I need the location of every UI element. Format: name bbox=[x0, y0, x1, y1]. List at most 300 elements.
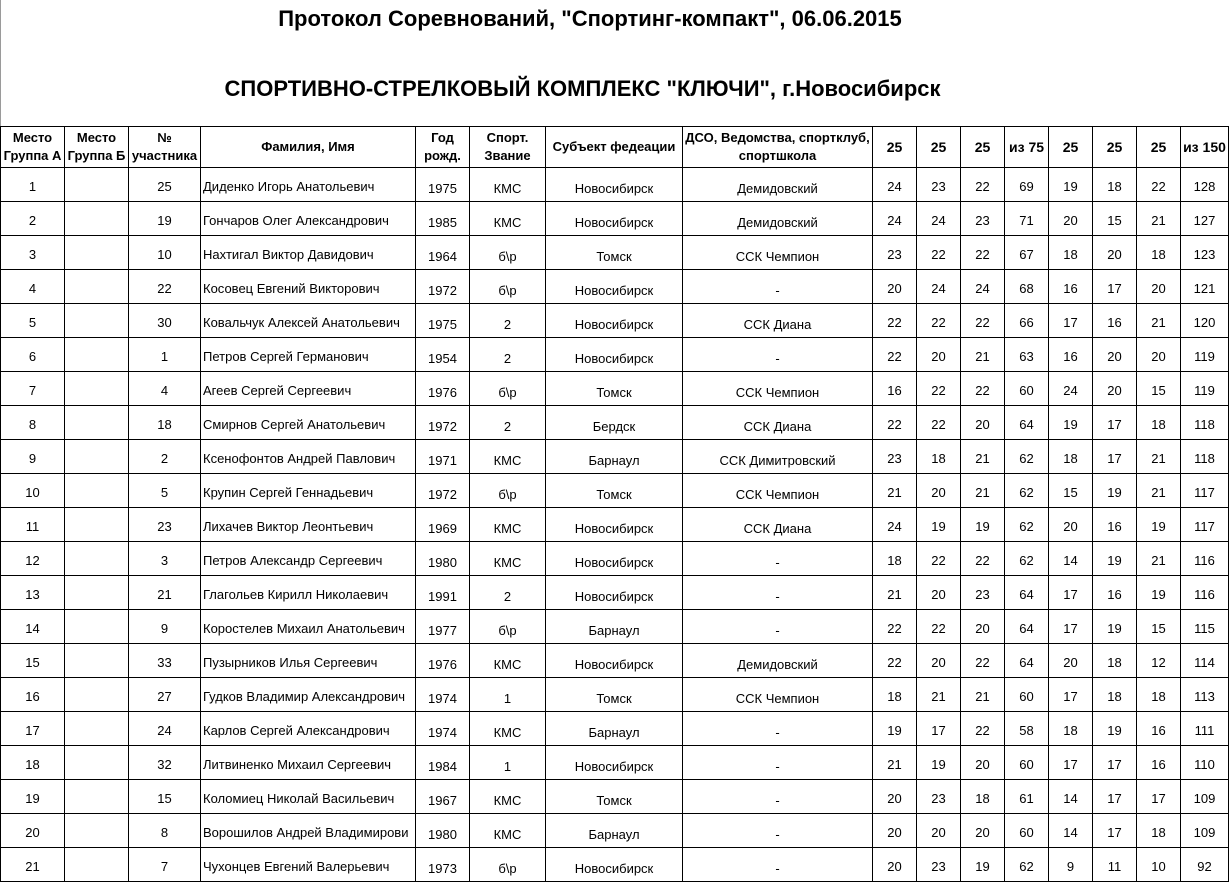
cell-club: - bbox=[683, 610, 873, 644]
cell-birth-year: 1975 bbox=[416, 304, 470, 338]
cell-region: Новосибирск bbox=[546, 202, 683, 236]
cell-round5-score: 17 bbox=[1093, 270, 1137, 304]
cell-club: Демидовский bbox=[683, 168, 873, 202]
cell-round6-score: 21 bbox=[1137, 542, 1181, 576]
cell-total-150: 123 bbox=[1181, 236, 1229, 270]
cell-round1-score: 21 bbox=[873, 746, 917, 780]
cell-sport-rank: б\р bbox=[470, 236, 546, 270]
table-row bbox=[1, 202, 1229, 236]
header-subtotal-75: из 75 bbox=[1005, 127, 1049, 168]
cell-round1-score: 20 bbox=[873, 270, 917, 304]
cell-round2-score: 24 bbox=[917, 202, 961, 236]
cell-sport-rank: КМС bbox=[470, 440, 546, 474]
cell-round2-score: 18 bbox=[917, 440, 961, 474]
table-row bbox=[1, 372, 1229, 406]
cell-participant-number: 5 bbox=[129, 474, 201, 508]
cell-subtotal-75: 62 bbox=[1005, 508, 1049, 542]
cell-round1-score: 20 bbox=[873, 814, 917, 848]
cell-round5-score: 16 bbox=[1093, 576, 1137, 610]
cell-participant-number: 15 bbox=[129, 780, 201, 814]
cell-place-group-a: 2 bbox=[1, 202, 65, 236]
cell-place-group-b bbox=[65, 712, 129, 746]
cell-subtotal-75: 69 bbox=[1005, 168, 1049, 202]
cell-place-group-b bbox=[65, 304, 129, 338]
cell-sport-rank: КМС bbox=[470, 712, 546, 746]
cell-round3-score: 18 bbox=[961, 780, 1005, 814]
cell-birth-year: 1991 bbox=[416, 576, 470, 610]
cell-place-group-a: 18 bbox=[1, 746, 65, 780]
cell-round6-score: 12 bbox=[1137, 644, 1181, 678]
cell-round5-score: 20 bbox=[1093, 372, 1137, 406]
cell-sport-rank: КМС bbox=[470, 542, 546, 576]
cell-round6-score: 20 bbox=[1137, 270, 1181, 304]
cell-round6-score: 15 bbox=[1137, 372, 1181, 406]
cell-round2-score: 20 bbox=[917, 474, 961, 508]
cell-round3-score: 24 bbox=[961, 270, 1005, 304]
cell-total-150: 121 bbox=[1181, 270, 1229, 304]
cell-subtotal-75: 62 bbox=[1005, 848, 1049, 882]
cell-sport-rank: КМС bbox=[470, 780, 546, 814]
cell-total-150: 117 bbox=[1181, 508, 1229, 542]
cell-round4-score: 15 bbox=[1049, 474, 1093, 508]
cell-region: Новосибирск bbox=[546, 576, 683, 610]
cell-sport-rank: 2 bbox=[470, 304, 546, 338]
table-row bbox=[1, 746, 1229, 780]
cell-place-group-b bbox=[65, 338, 129, 372]
cell-full-name: Коломиец Николай Васильевич bbox=[201, 780, 416, 814]
cell-participant-number: 4 bbox=[129, 372, 201, 406]
cell-round1-score: 21 bbox=[873, 576, 917, 610]
cell-total-150: 113 bbox=[1181, 678, 1229, 712]
cell-round2-score: 22 bbox=[917, 236, 961, 270]
cell-participant-number: 22 bbox=[129, 270, 201, 304]
cell-total-150: 115 bbox=[1181, 610, 1229, 644]
cell-full-name: Гончаров Олег Александрович bbox=[201, 202, 416, 236]
cell-participant-number: 25 bbox=[129, 168, 201, 202]
table-row bbox=[1, 304, 1229, 338]
cell-total-150: 114 bbox=[1181, 644, 1229, 678]
table-row bbox=[1, 440, 1229, 474]
cell-place-group-b bbox=[65, 406, 129, 440]
cell-round5-score: 17 bbox=[1093, 440, 1137, 474]
cell-region: Новосибирск bbox=[546, 746, 683, 780]
cell-round2-score: 22 bbox=[917, 542, 961, 576]
cell-place-group-a: 14 bbox=[1, 610, 65, 644]
cell-round6-score: 17 bbox=[1137, 780, 1181, 814]
cell-total-150: 120 bbox=[1181, 304, 1229, 338]
cell-participant-number: 27 bbox=[129, 678, 201, 712]
cell-round3-score: 22 bbox=[961, 542, 1005, 576]
cell-participant-number: 7 bbox=[129, 848, 201, 882]
cell-round5-score: 19 bbox=[1093, 474, 1137, 508]
cell-round5-score: 19 bbox=[1093, 712, 1137, 746]
cell-birth-year: 1972 bbox=[416, 474, 470, 508]
cell-subtotal-75: 58 bbox=[1005, 712, 1049, 746]
cell-place-group-a: 3 bbox=[1, 236, 65, 270]
cell-place-group-b bbox=[65, 576, 129, 610]
cell-place-group-a: 16 bbox=[1, 678, 65, 712]
cell-sport-rank: 1 bbox=[470, 678, 546, 712]
cell-round2-score: 22 bbox=[917, 304, 961, 338]
cell-round3-score: 20 bbox=[961, 746, 1005, 780]
protocol-title: Протокол Соревнований, "Спортинг-компакт", 06.06.2015 bbox=[278, 6, 902, 31]
cell-round6-score: 22 bbox=[1137, 168, 1181, 202]
cell-round6-score: 19 bbox=[1137, 508, 1181, 542]
cell-sport-rank: б\р bbox=[470, 610, 546, 644]
cell-club: ССК Диана bbox=[683, 406, 873, 440]
cell-subtotal-75: 62 bbox=[1005, 474, 1049, 508]
cell-full-name: Ковальчук Алексей Анатольевич bbox=[201, 304, 416, 338]
cell-round1-score: 20 bbox=[873, 780, 917, 814]
cell-total-150: 118 bbox=[1181, 440, 1229, 474]
cell-club: Демидовский bbox=[683, 202, 873, 236]
cell-round4-score: 16 bbox=[1049, 338, 1093, 372]
venue-title: СПОРТИВНО-СТРЕЛКОВЫЙ КОМПЛЕКС "КЛЮЧИ", г.Новосибирск bbox=[224, 76, 941, 101]
cell-place-group-b bbox=[65, 746, 129, 780]
cell-round6-score: 15 bbox=[1137, 610, 1181, 644]
cell-subtotal-75: 63 bbox=[1005, 338, 1049, 372]
cell-total-150: 109 bbox=[1181, 780, 1229, 814]
cell-total-150: 109 bbox=[1181, 814, 1229, 848]
cell-full-name: Косовец Евгений Викторович bbox=[201, 270, 416, 304]
cell-full-name: Ворошилов Андрей Владимирови bbox=[201, 814, 416, 848]
cell-total-150: 119 bbox=[1181, 372, 1229, 406]
cell-place-group-b bbox=[65, 236, 129, 270]
cell-round1-score: 23 bbox=[873, 236, 917, 270]
cell-round4-score: 18 bbox=[1049, 236, 1093, 270]
cell-round2-score: 23 bbox=[917, 780, 961, 814]
cell-region: Барнаул bbox=[546, 440, 683, 474]
cell-place-group-b bbox=[65, 678, 129, 712]
cell-round5-score: 18 bbox=[1093, 678, 1137, 712]
cell-total-150: 111 bbox=[1181, 712, 1229, 746]
cell-club: Демидовский bbox=[683, 644, 873, 678]
cell-birth-year: 1976 bbox=[416, 372, 470, 406]
header-full-name: Фамилия, Имя bbox=[201, 127, 416, 168]
cell-place-group-a: 10 bbox=[1, 474, 65, 508]
cell-region: Томск bbox=[546, 678, 683, 712]
table-row bbox=[1, 508, 1229, 542]
cell-birth-year: 1969 bbox=[416, 508, 470, 542]
cell-round4-score: 19 bbox=[1049, 406, 1093, 440]
cell-participant-number: 18 bbox=[129, 406, 201, 440]
cell-club: - bbox=[683, 814, 873, 848]
cell-full-name: Чухонцев Евгений Валерьевич bbox=[201, 848, 416, 882]
cell-full-name: Пузырников Илья Сергеевич bbox=[201, 644, 416, 678]
cell-sport-rank: б\р bbox=[470, 848, 546, 882]
cell-place-group-a: 15 bbox=[1, 644, 65, 678]
cell-round6-score: 16 bbox=[1137, 712, 1181, 746]
cell-participant-number: 9 bbox=[129, 610, 201, 644]
results-table-header bbox=[1, 127, 1229, 168]
cell-region: Томск bbox=[546, 372, 683, 406]
cell-participant-number: 21 bbox=[129, 576, 201, 610]
cell-full-name: Литвиненко Михаил Сергеевич bbox=[201, 746, 416, 780]
cell-sport-rank: б\р bbox=[470, 474, 546, 508]
cell-region: Барнаул bbox=[546, 814, 683, 848]
header-sport-rank: Спорт. Звание bbox=[470, 127, 546, 168]
cell-round3-score: 23 bbox=[961, 576, 1005, 610]
cell-total-150: 127 bbox=[1181, 202, 1229, 236]
cell-total-150: 92 bbox=[1181, 848, 1229, 882]
table-row bbox=[1, 678, 1229, 712]
cell-birth-year: 1973 bbox=[416, 848, 470, 882]
cell-round3-score: 21 bbox=[961, 440, 1005, 474]
cell-round4-score: 20 bbox=[1049, 508, 1093, 542]
cell-sport-rank: КМС bbox=[470, 814, 546, 848]
cell-round1-score: 16 bbox=[873, 372, 917, 406]
cell-round2-score: 17 bbox=[917, 712, 961, 746]
cell-place-group-b bbox=[65, 644, 129, 678]
cell-round2-score: 22 bbox=[917, 406, 961, 440]
cell-round6-score: 21 bbox=[1137, 474, 1181, 508]
cell-round6-score: 10 bbox=[1137, 848, 1181, 882]
cell-total-150: 116 bbox=[1181, 576, 1229, 610]
cell-full-name: Глагольев Кирилл Николаевич bbox=[201, 576, 416, 610]
cell-club: - bbox=[683, 542, 873, 576]
cell-full-name: Ксенофонтов Андрей Павлович bbox=[201, 440, 416, 474]
cell-sport-rank: 2 bbox=[470, 338, 546, 372]
cell-place-group-a: 13 bbox=[1, 576, 65, 610]
cell-club: ССК Чемпион bbox=[683, 236, 873, 270]
cell-round1-score: 18 bbox=[873, 542, 917, 576]
cell-round4-score: 17 bbox=[1049, 746, 1093, 780]
cell-birth-year: 1954 bbox=[416, 338, 470, 372]
cell-round5-score: 16 bbox=[1093, 508, 1137, 542]
cell-round6-score: 21 bbox=[1137, 304, 1181, 338]
table-row bbox=[1, 474, 1229, 508]
cell-subtotal-75: 62 bbox=[1005, 440, 1049, 474]
cell-round5-score: 18 bbox=[1093, 168, 1137, 202]
cell-place-group-a: 11 bbox=[1, 508, 65, 542]
cell-birth-year: 1972 bbox=[416, 406, 470, 440]
cell-participant-number: 30 bbox=[129, 304, 201, 338]
cell-club: - bbox=[683, 270, 873, 304]
results-table bbox=[0, 126, 1229, 882]
cell-full-name: Коростелев Михаил Анатольевич bbox=[201, 610, 416, 644]
cell-birth-year: 1980 bbox=[416, 814, 470, 848]
cell-total-150: 117 bbox=[1181, 474, 1229, 508]
cell-round6-score: 18 bbox=[1137, 236, 1181, 270]
cell-round3-score: 21 bbox=[961, 678, 1005, 712]
cell-round5-score: 20 bbox=[1093, 236, 1137, 270]
table-row bbox=[1, 848, 1229, 882]
header-club: ДСО, Ведомства, спортклуб, спортшкола bbox=[683, 127, 873, 168]
cell-round1-score: 22 bbox=[873, 610, 917, 644]
cell-club: - bbox=[683, 848, 873, 882]
cell-round3-score: 19 bbox=[961, 508, 1005, 542]
results-table-body bbox=[1, 168, 1229, 882]
cell-sport-rank: КМС bbox=[470, 508, 546, 542]
table-row bbox=[1, 610, 1229, 644]
cell-place-group-a: 5 bbox=[1, 304, 65, 338]
cell-round4-score: 17 bbox=[1049, 678, 1093, 712]
cell-round5-score: 11 bbox=[1093, 848, 1137, 882]
header-birth-year: Год рожд. bbox=[416, 127, 470, 168]
cell-club: - bbox=[683, 338, 873, 372]
cell-place-group-b bbox=[65, 814, 129, 848]
cell-round3-score: 20 bbox=[961, 610, 1005, 644]
cell-full-name: Гудков Владимир Александрович bbox=[201, 678, 416, 712]
table-row bbox=[1, 406, 1229, 440]
cell-round1-score: 21 bbox=[873, 474, 917, 508]
cell-round3-score: 22 bbox=[961, 644, 1005, 678]
cell-sport-rank: б\р bbox=[470, 372, 546, 406]
cell-round6-score: 16 bbox=[1137, 746, 1181, 780]
header-round1-score: 25 bbox=[873, 127, 917, 168]
cell-round3-score: 22 bbox=[961, 372, 1005, 406]
cell-full-name: Диденко Игорь Анатольевич bbox=[201, 168, 416, 202]
cell-round2-score: 23 bbox=[917, 168, 961, 202]
cell-place-group-b bbox=[65, 848, 129, 882]
cell-round2-score: 20 bbox=[917, 644, 961, 678]
cell-participant-number: 3 bbox=[129, 542, 201, 576]
cell-round5-score: 17 bbox=[1093, 780, 1137, 814]
cell-round4-score: 14 bbox=[1049, 814, 1093, 848]
header-total-150: из 150 bbox=[1181, 127, 1229, 168]
cell-region: Барнаул bbox=[546, 610, 683, 644]
cell-round6-score: 21 bbox=[1137, 440, 1181, 474]
cell-round2-score: 22 bbox=[917, 372, 961, 406]
cell-round5-score: 15 bbox=[1093, 202, 1137, 236]
header-round3-score: 25 bbox=[961, 127, 1005, 168]
cell-club: ССК Чемпион bbox=[683, 372, 873, 406]
cell-round2-score: 19 bbox=[917, 746, 961, 780]
cell-round2-score: 21 bbox=[917, 678, 961, 712]
cell-club: - bbox=[683, 780, 873, 814]
cell-full-name: Нахтигал Виктор Давидович bbox=[201, 236, 416, 270]
cell-birth-year: 1967 bbox=[416, 780, 470, 814]
cell-round4-score: 17 bbox=[1049, 304, 1093, 338]
cell-round3-score: 21 bbox=[961, 474, 1005, 508]
cell-subtotal-75: 60 bbox=[1005, 746, 1049, 780]
cell-round2-score: 22 bbox=[917, 610, 961, 644]
cell-participant-number: 1 bbox=[129, 338, 201, 372]
cell-round2-score: 23 bbox=[917, 848, 961, 882]
cell-sport-rank: КМС bbox=[470, 168, 546, 202]
cell-round1-score: 22 bbox=[873, 304, 917, 338]
cell-round1-score: 23 bbox=[873, 440, 917, 474]
cell-sport-rank: 1 bbox=[470, 746, 546, 780]
cell-place-group-b bbox=[65, 202, 129, 236]
cell-birth-year: 1964 bbox=[416, 236, 470, 270]
cell-place-group-b bbox=[65, 474, 129, 508]
table-row bbox=[1, 168, 1229, 202]
cell-participant-number: 10 bbox=[129, 236, 201, 270]
cell-subtotal-75: 60 bbox=[1005, 814, 1049, 848]
cell-round6-score: 19 bbox=[1137, 576, 1181, 610]
cell-club: - bbox=[683, 576, 873, 610]
cell-round3-score: 21 bbox=[961, 338, 1005, 372]
cell-round3-score: 20 bbox=[961, 406, 1005, 440]
cell-round5-score: 19 bbox=[1093, 610, 1137, 644]
cell-region: Новосибирск bbox=[546, 270, 683, 304]
cell-place-group-b bbox=[65, 780, 129, 814]
table-row bbox=[1, 236, 1229, 270]
cell-club: - bbox=[683, 746, 873, 780]
cell-total-150: 119 bbox=[1181, 338, 1229, 372]
cell-region: Новосибирск bbox=[546, 338, 683, 372]
cell-subtotal-75: 66 bbox=[1005, 304, 1049, 338]
cell-round4-score: 14 bbox=[1049, 542, 1093, 576]
cell-sport-rank: КМС bbox=[470, 644, 546, 678]
cell-birth-year: 1980 bbox=[416, 542, 470, 576]
cell-region: Томск bbox=[546, 780, 683, 814]
cell-round4-score: 14 bbox=[1049, 780, 1093, 814]
cell-round1-score: 24 bbox=[873, 508, 917, 542]
cell-round6-score: 18 bbox=[1137, 814, 1181, 848]
cell-round1-score: 18 bbox=[873, 678, 917, 712]
cell-participant-number: 2 bbox=[129, 440, 201, 474]
cell-place-group-a: 17 bbox=[1, 712, 65, 746]
cell-round3-score: 19 bbox=[961, 848, 1005, 882]
cell-place-group-b bbox=[65, 542, 129, 576]
cell-region: Бердск bbox=[546, 406, 683, 440]
cell-round5-score: 18 bbox=[1093, 644, 1137, 678]
cell-round5-score: 20 bbox=[1093, 338, 1137, 372]
cell-round3-score: 22 bbox=[961, 168, 1005, 202]
cell-round1-score: 22 bbox=[873, 644, 917, 678]
cell-subtotal-75: 64 bbox=[1005, 610, 1049, 644]
cell-round3-score: 23 bbox=[961, 202, 1005, 236]
cell-round5-score: 19 bbox=[1093, 542, 1137, 576]
cell-round4-score: 18 bbox=[1049, 440, 1093, 474]
cell-participant-number: 24 bbox=[129, 712, 201, 746]
cell-round1-score: 22 bbox=[873, 406, 917, 440]
cell-subtotal-75: 64 bbox=[1005, 406, 1049, 440]
cell-round2-score: 24 bbox=[917, 270, 961, 304]
cell-region: Томск bbox=[546, 236, 683, 270]
cell-subtotal-75: 71 bbox=[1005, 202, 1049, 236]
cell-round3-score: 20 bbox=[961, 814, 1005, 848]
header-participant-number: № участника bbox=[129, 127, 201, 168]
cell-subtotal-75: 60 bbox=[1005, 678, 1049, 712]
table-row bbox=[1, 338, 1229, 372]
cell-full-name: Смирнов Сергей Анатольевич bbox=[201, 406, 416, 440]
cell-club: ССК Димитровский bbox=[683, 440, 873, 474]
cell-subtotal-75: 61 bbox=[1005, 780, 1049, 814]
cell-sport-rank: 2 bbox=[470, 576, 546, 610]
table-row bbox=[1, 644, 1229, 678]
cell-round5-score: 17 bbox=[1093, 406, 1137, 440]
cell-participant-number: 33 bbox=[129, 644, 201, 678]
cell-place-group-a: 9 bbox=[1, 440, 65, 474]
cell-place-group-a: 4 bbox=[1, 270, 65, 304]
header-round5-score: 25 bbox=[1093, 127, 1137, 168]
cell-full-name: Агеев Сергей Сергеевич bbox=[201, 372, 416, 406]
cell-total-150: 118 bbox=[1181, 406, 1229, 440]
cell-full-name: Карлов Сергей Александрович bbox=[201, 712, 416, 746]
header-place-group-b: Место Группа Б bbox=[65, 127, 129, 168]
cell-subtotal-75: 60 bbox=[1005, 372, 1049, 406]
cell-place-group-a: 7 bbox=[1, 372, 65, 406]
cell-round6-score: 20 bbox=[1137, 338, 1181, 372]
cell-subtotal-75: 62 bbox=[1005, 542, 1049, 576]
cell-round5-score: 17 bbox=[1093, 746, 1137, 780]
cell-birth-year: 1974 bbox=[416, 678, 470, 712]
cell-place-group-a: 1 bbox=[1, 168, 65, 202]
cell-region: Новосибирск bbox=[546, 542, 683, 576]
cell-round1-score: 19 bbox=[873, 712, 917, 746]
cell-birth-year: 1984 bbox=[416, 746, 470, 780]
cell-round2-score: 20 bbox=[917, 814, 961, 848]
cell-participant-number: 32 bbox=[129, 746, 201, 780]
cell-region: Новосибирск bbox=[546, 848, 683, 882]
cell-place-group-a: 6 bbox=[1, 338, 65, 372]
cell-place-group-a: 19 bbox=[1, 780, 65, 814]
cell-round6-score: 21 bbox=[1137, 202, 1181, 236]
cell-participant-number: 8 bbox=[129, 814, 201, 848]
